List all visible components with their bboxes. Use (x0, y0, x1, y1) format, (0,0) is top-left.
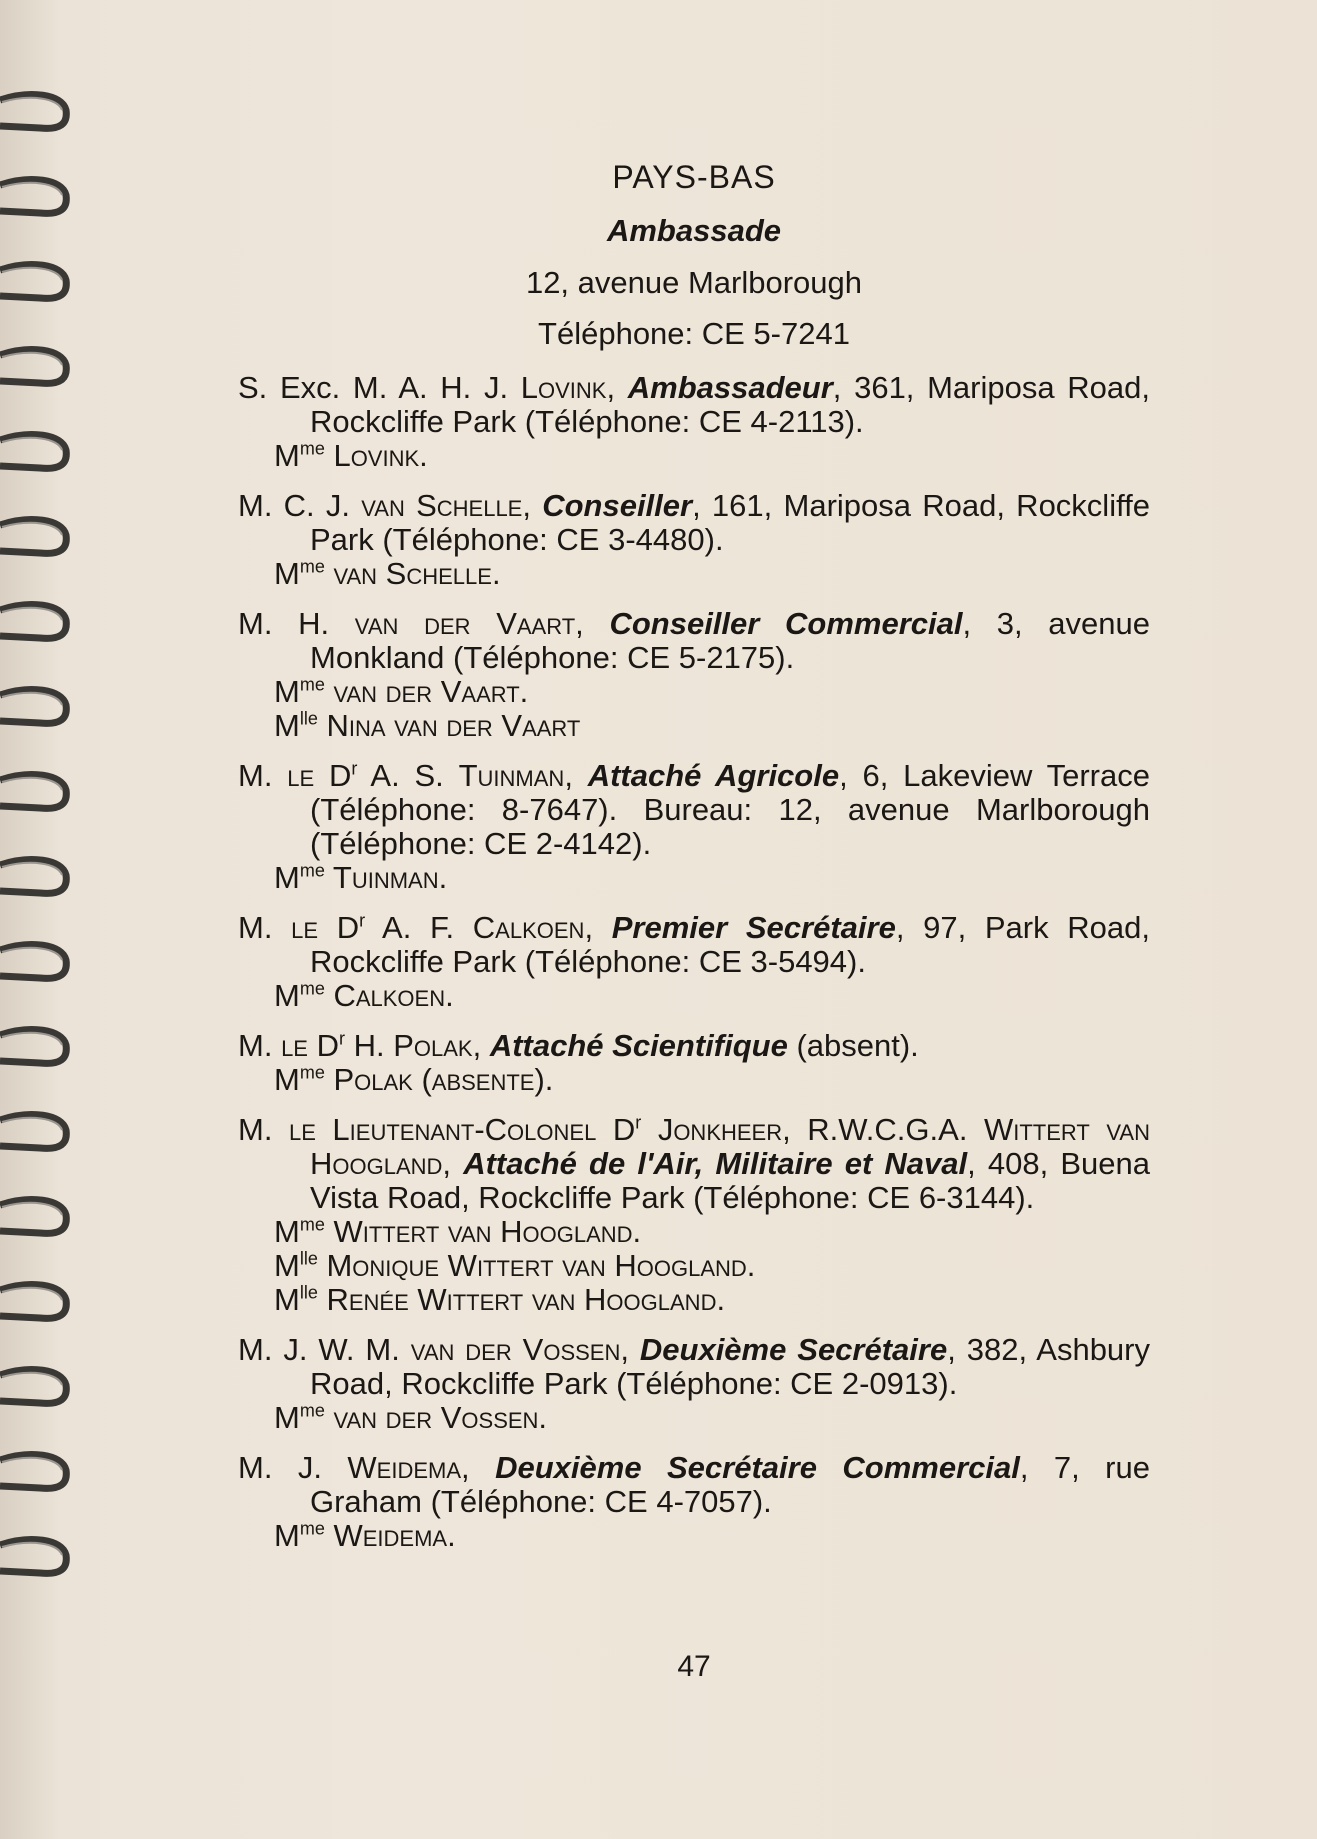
entry-prefix: M. (238, 1112, 289, 1147)
entry-role: Deuxième Secrétaire Commercial (495, 1450, 1020, 1485)
entry-text (238, 1451, 1150, 1519)
country-title: PAYS-BAS (612, 159, 776, 195)
entry-name: van Schelle (361, 488, 523, 523)
honorific-sup: me (299, 556, 325, 577)
entry-initials: A. S. (357, 758, 459, 793)
family-member-name: Calkoen. (324, 978, 454, 1013)
entry-role: Attaché Agricole (587, 758, 840, 793)
entry-role: Premier Secrétaire (611, 910, 896, 945)
honorific: M (274, 674, 300, 709)
entry-surname: Calkoen (472, 910, 585, 945)
honorific: M (274, 556, 300, 591)
entry-prefix: M. J. (238, 1450, 348, 1485)
doctor-title-sup: r (359, 910, 366, 931)
family-member-name: Renée Wittert van Hoogland. (317, 1282, 726, 1317)
entry-surname: Wittert van Hoogland (310, 1112, 1150, 1181)
honorific: M (274, 438, 300, 473)
family-member (238, 1401, 1150, 1435)
entry-text (238, 1113, 1150, 1215)
family-member (238, 1249, 1150, 1283)
entry-initials (641, 1112, 658, 1147)
entry-separator: , (620, 1332, 640, 1367)
honorific-sup: me (299, 674, 325, 695)
entry-prefix: M. (238, 758, 288, 793)
entry-address: , 408, Buena Vista Road, Rockcliffe Park (Téléphone: CE 6-3144). (310, 1146, 1151, 1215)
doctor-title-sup: r (351, 758, 358, 779)
honorific-sup: lle (299, 1248, 318, 1269)
entry-address: , 361, Mariposa Road, Rockcliffe Park (Téléphone: CE 4-2113). (310, 370, 1150, 439)
honorific: M (274, 860, 300, 895)
entry-separator: , (461, 1450, 496, 1485)
directory-entry (238, 1451, 1150, 1553)
entry-address: , 3, avenue Monkland (Téléphone: CE 5-2175). (310, 606, 1151, 675)
entry-role: Conseiller Commercial (609, 606, 963, 641)
doctor-title: D (336, 910, 360, 945)
entry-surname: Jonkheer (657, 1112, 783, 1147)
family-member (238, 1063, 1150, 1097)
family-member (238, 979, 1150, 1013)
entry-prefix: M. C. J. (238, 488, 362, 523)
honorific-sup: me (299, 438, 325, 459)
family-member-name: van der Vaart. (324, 674, 529, 709)
honorific: M (274, 1062, 300, 1097)
entry-initials: H. (345, 1028, 394, 1063)
entry-address: , 161, Mariposa Road, Rockcliffe Park (Téléphone: CE 3-4480). (310, 488, 1150, 557)
honorific: M (274, 1248, 300, 1283)
entry-surname: Polak (393, 1028, 473, 1063)
entry-separator: , (522, 488, 543, 523)
entry-separator (596, 1112, 613, 1147)
entry-separator: , (564, 758, 588, 793)
directory-entry (238, 1029, 1150, 1097)
embassy-address: 12, avenue Marlborough (525, 265, 863, 300)
entry-separator (308, 1028, 317, 1063)
family-member (238, 439, 1150, 473)
entry-name: van der Vossen (410, 1332, 621, 1367)
family-member-name: Weidema. (324, 1518, 456, 1553)
directory-entry (238, 607, 1150, 743)
directory-entry (238, 1333, 1150, 1435)
doctor-title: D (328, 758, 352, 793)
entry-separator (318, 910, 337, 945)
entry-separator: , (575, 606, 610, 641)
family-member (238, 861, 1150, 895)
honorific-sup: lle (299, 1282, 318, 1303)
entry-prefix: S. Exc. M. A. H. J. (238, 370, 521, 405)
entry-prefix: M. (238, 910, 292, 945)
honorific: M (274, 1400, 300, 1435)
family-member-name: Polak (absente). (324, 1062, 554, 1097)
entry-text (238, 759, 1150, 861)
family-member (238, 1519, 1150, 1553)
directory-entry (238, 1113, 1150, 1317)
doctor-title-sup: r (339, 1028, 345, 1049)
entry-separator: , R.W.C.G.A. (782, 1112, 984, 1147)
entry-initials: A. F. (365, 910, 473, 945)
entry-address: , 97, Park Road, Rockcliffe Park (Téléphone: CE 3-5494). (310, 910, 1150, 979)
directory-entry (238, 371, 1150, 473)
entry-prefix: M. H. (238, 606, 355, 641)
entry-name: van der Vaart (354, 606, 576, 641)
entry-text (238, 371, 1150, 439)
honorific-sup: lle (299, 708, 318, 729)
entry-role: Attaché Scientifique (489, 1028, 788, 1063)
honorific-sup: me (299, 978, 325, 999)
entry-address: (absent). (787, 1028, 919, 1063)
entry-name: le (281, 1028, 308, 1063)
family-member (238, 1215, 1150, 1249)
embassy-telephone: Téléphone: CE 5-7241 (538, 316, 850, 351)
entry-separator: , (606, 370, 628, 405)
entry-separator: , (584, 910, 612, 945)
entry-role: Conseiller (542, 488, 693, 523)
entry-text (238, 1029, 1150, 1063)
honorific-sup: me (299, 1518, 325, 1539)
family-member-name: Tuinman. (324, 860, 448, 895)
entry-text (238, 607, 1150, 675)
family-member (238, 709, 1150, 743)
honorific: M (274, 708, 300, 743)
entry-address: , 6, Lakeview Terrace (Téléphone: 8-7647). Bureau: 12, avenue Marlborough (Téléphone: CE 2-4142). (310, 758, 1150, 861)
entry-name: le Lieutenant-Colonel (288, 1112, 597, 1147)
entry-text (238, 489, 1150, 557)
entry-name: Lovink (520, 370, 607, 405)
honorific: M (274, 1214, 300, 1249)
doctor-title: D (612, 1112, 636, 1147)
honorific-sup: me (299, 1062, 325, 1083)
directory-entry (238, 911, 1150, 1013)
entry-text (238, 911, 1150, 979)
family-member-name: Monique Wittert van Hoogland. (317, 1248, 756, 1283)
family-member (238, 675, 1150, 709)
section-subtitle: Ambassade (606, 213, 782, 248)
doctor-title: D (316, 1028, 339, 1063)
entry-role: Ambassadeur (627, 370, 833, 405)
directory-entry (238, 759, 1150, 895)
family-member (238, 1283, 1150, 1317)
entry-separator: , (442, 1146, 464, 1181)
family-member-name: Lovink. (324, 438, 428, 473)
entry-address: , 7, rue Graham (Téléphone: CE 4-7057). (310, 1450, 1150, 1519)
entry-list (238, 371, 1150, 1553)
doctor-title-sup: r (635, 1112, 642, 1133)
family-member-name: van Schelle. (324, 556, 501, 591)
directory-content (238, 159, 1151, 1683)
entry-surname: Tuinman (458, 758, 565, 793)
directory-entry (238, 489, 1150, 591)
entry-address: , 382, Ashbury Road, Rockcliffe Park (Téléphone: CE 2-0913). (310, 1332, 1150, 1401)
entry-text (238, 1333, 1150, 1401)
entry-prefix: M. (238, 1028, 282, 1063)
entry-role: Deuxième Secrétaire (639, 1332, 948, 1367)
spiral-binding (0, 0, 90, 1839)
entry-role: Attaché de l'Air, Militaire et Naval (463, 1146, 968, 1181)
family-member-name: van der Vossen. (324, 1400, 548, 1435)
entry-name: le (287, 758, 315, 793)
honorific: M (274, 1282, 300, 1317)
honorific-sup: me (299, 860, 325, 881)
honorific: M (274, 1518, 300, 1553)
family-member-name: Nina van der Vaart (317, 708, 581, 743)
honorific-sup: me (299, 1400, 325, 1421)
family-member (238, 557, 1150, 591)
family-member-name: Wittert van Hoogland. (324, 1214, 642, 1249)
entry-name: Weidema (347, 1450, 462, 1485)
entry-name: le (291, 910, 319, 945)
entry-separator (314, 758, 329, 793)
honorific-sup: me (299, 1214, 325, 1235)
entry-separator: , (472, 1028, 490, 1063)
honorific: M (274, 978, 300, 1013)
entry-prefix: M. J. W. M. (238, 1332, 411, 1367)
page-number: 47 (677, 1650, 711, 1683)
